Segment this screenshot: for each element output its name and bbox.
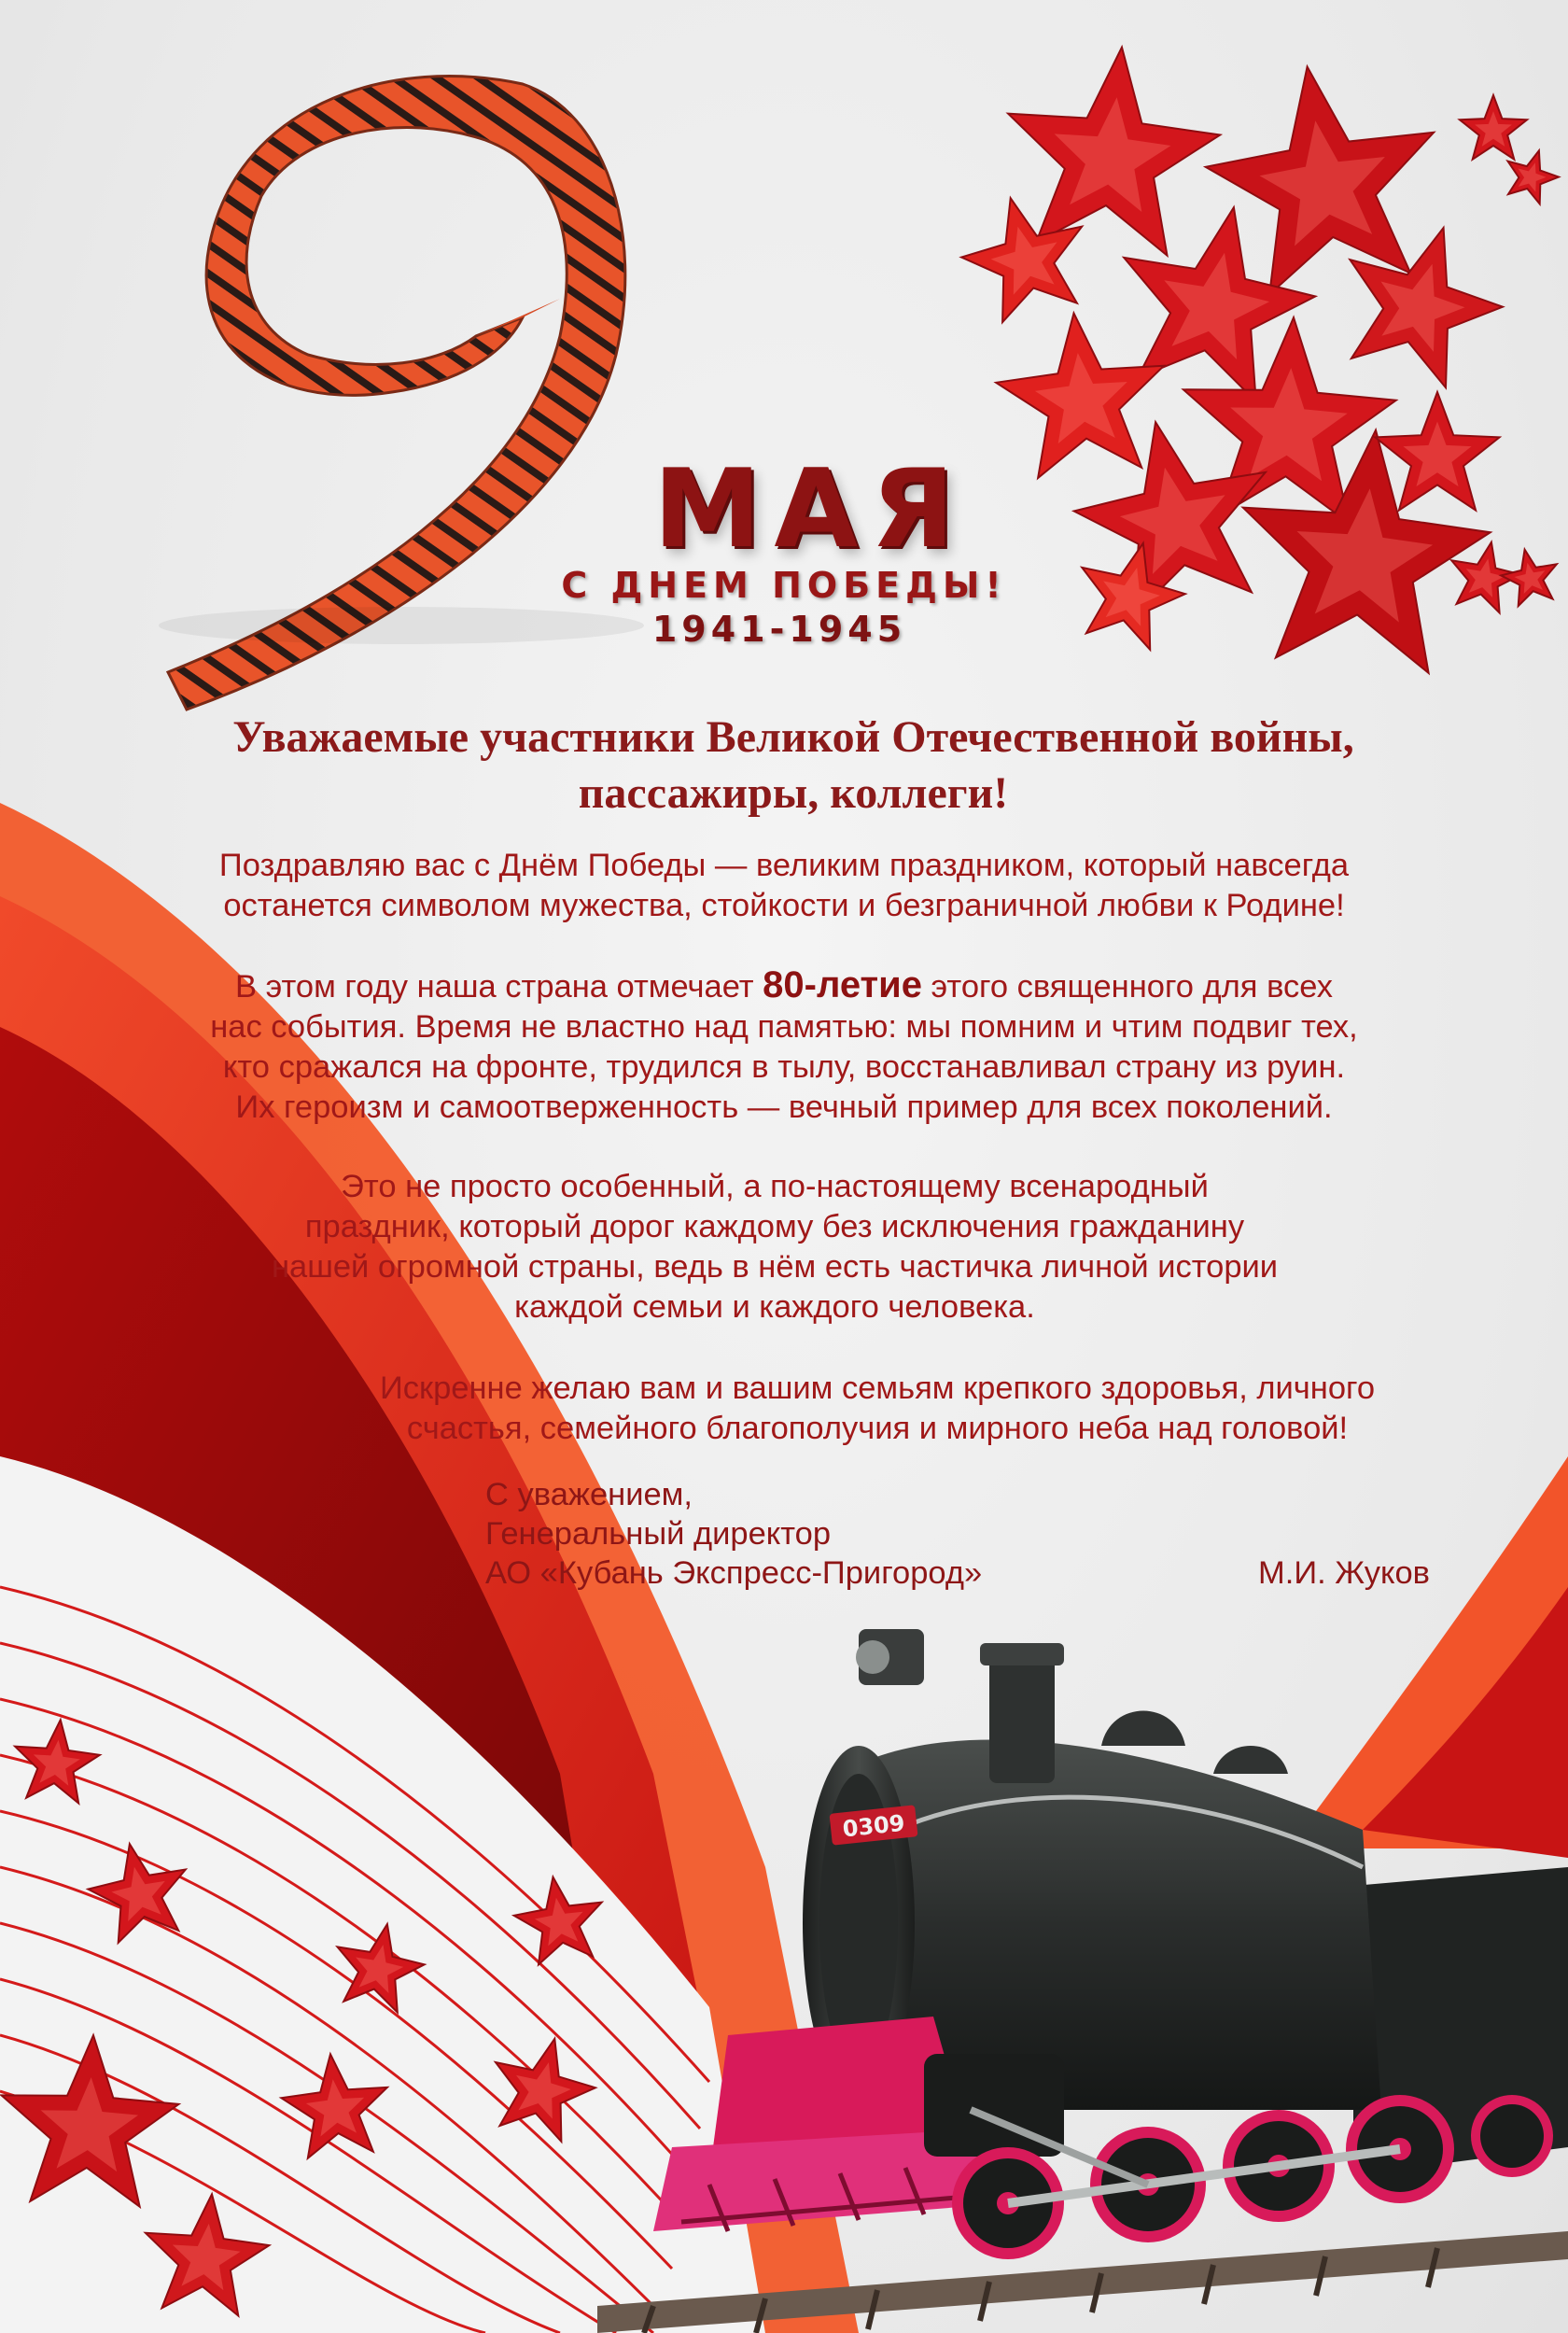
paragraph-1-line-2: останется символом мужества, стойкости и безграничной любви к Родине! [223,888,1345,923]
locomotive-number-plate: 0309 [841,1809,906,1843]
paragraph-2-text-before: В этом году наша страна отмечает [235,969,763,1005]
paragraph-2-line-2: нас события. Время не властно над памятью: мы помним и чтим подвиг тех, [210,1009,1358,1045]
paragraph-4-line-1: Искренне желаю вам и вашим семьям крепкого здоровья, личного [379,1370,1376,1406]
paragraph-3-line-3: нашей огромной страны, ведь в нём есть частичка личной истории [271,1249,1279,1285]
paragraph-3-line-1: Это не просто особенный, а по-настоящему всенародный [341,1169,1209,1204]
heading-line-1: Уважаемые участники Великой Отечественной войны, [232,712,1354,762]
paragraph-1-line-1: Поздравляю вас с Днём Победы — великим праздником, который навсегда [218,848,1350,883]
signature-name: М.И. Жуков [1258,1555,1431,1591]
paragraph-4-line-2: счастья, семейного благополучия и мирного неба над головой! [406,1411,1349,1446]
paragraph-3-line-2: праздник, который дорог каждому без исключения гражданину [304,1209,1245,1244]
month-title: МАЯ [653,446,968,572]
signature-regards: С уважением, [485,1477,693,1512]
signature-position: Генеральный директор [485,1516,832,1552]
signature-company: АО «Кубань Экспресс-Пригород» [485,1555,983,1591]
paragraph-2-line-4: Их героизм и самоотверженность — вечный пример для всех поколений. [235,1089,1333,1125]
anniversary-highlight: 80-летие [763,964,922,1005]
heading-line-2: пассажиры, коллеги! [578,768,1009,818]
paragraph-2-line-3: кто сражался на фронте, трудился в тылу, восстанавливал страну из руин. [222,1049,1346,1085]
victory-greeting: С ДНЕМ ПОБЕДЫ! [561,565,1007,606]
paragraph-3-line-4: каждой семьи и каждого человека. [514,1289,1035,1325]
war-years: 1941-1945 [651,609,907,650]
paragraph-2-text-after: этого священного для всех [921,969,1333,1005]
